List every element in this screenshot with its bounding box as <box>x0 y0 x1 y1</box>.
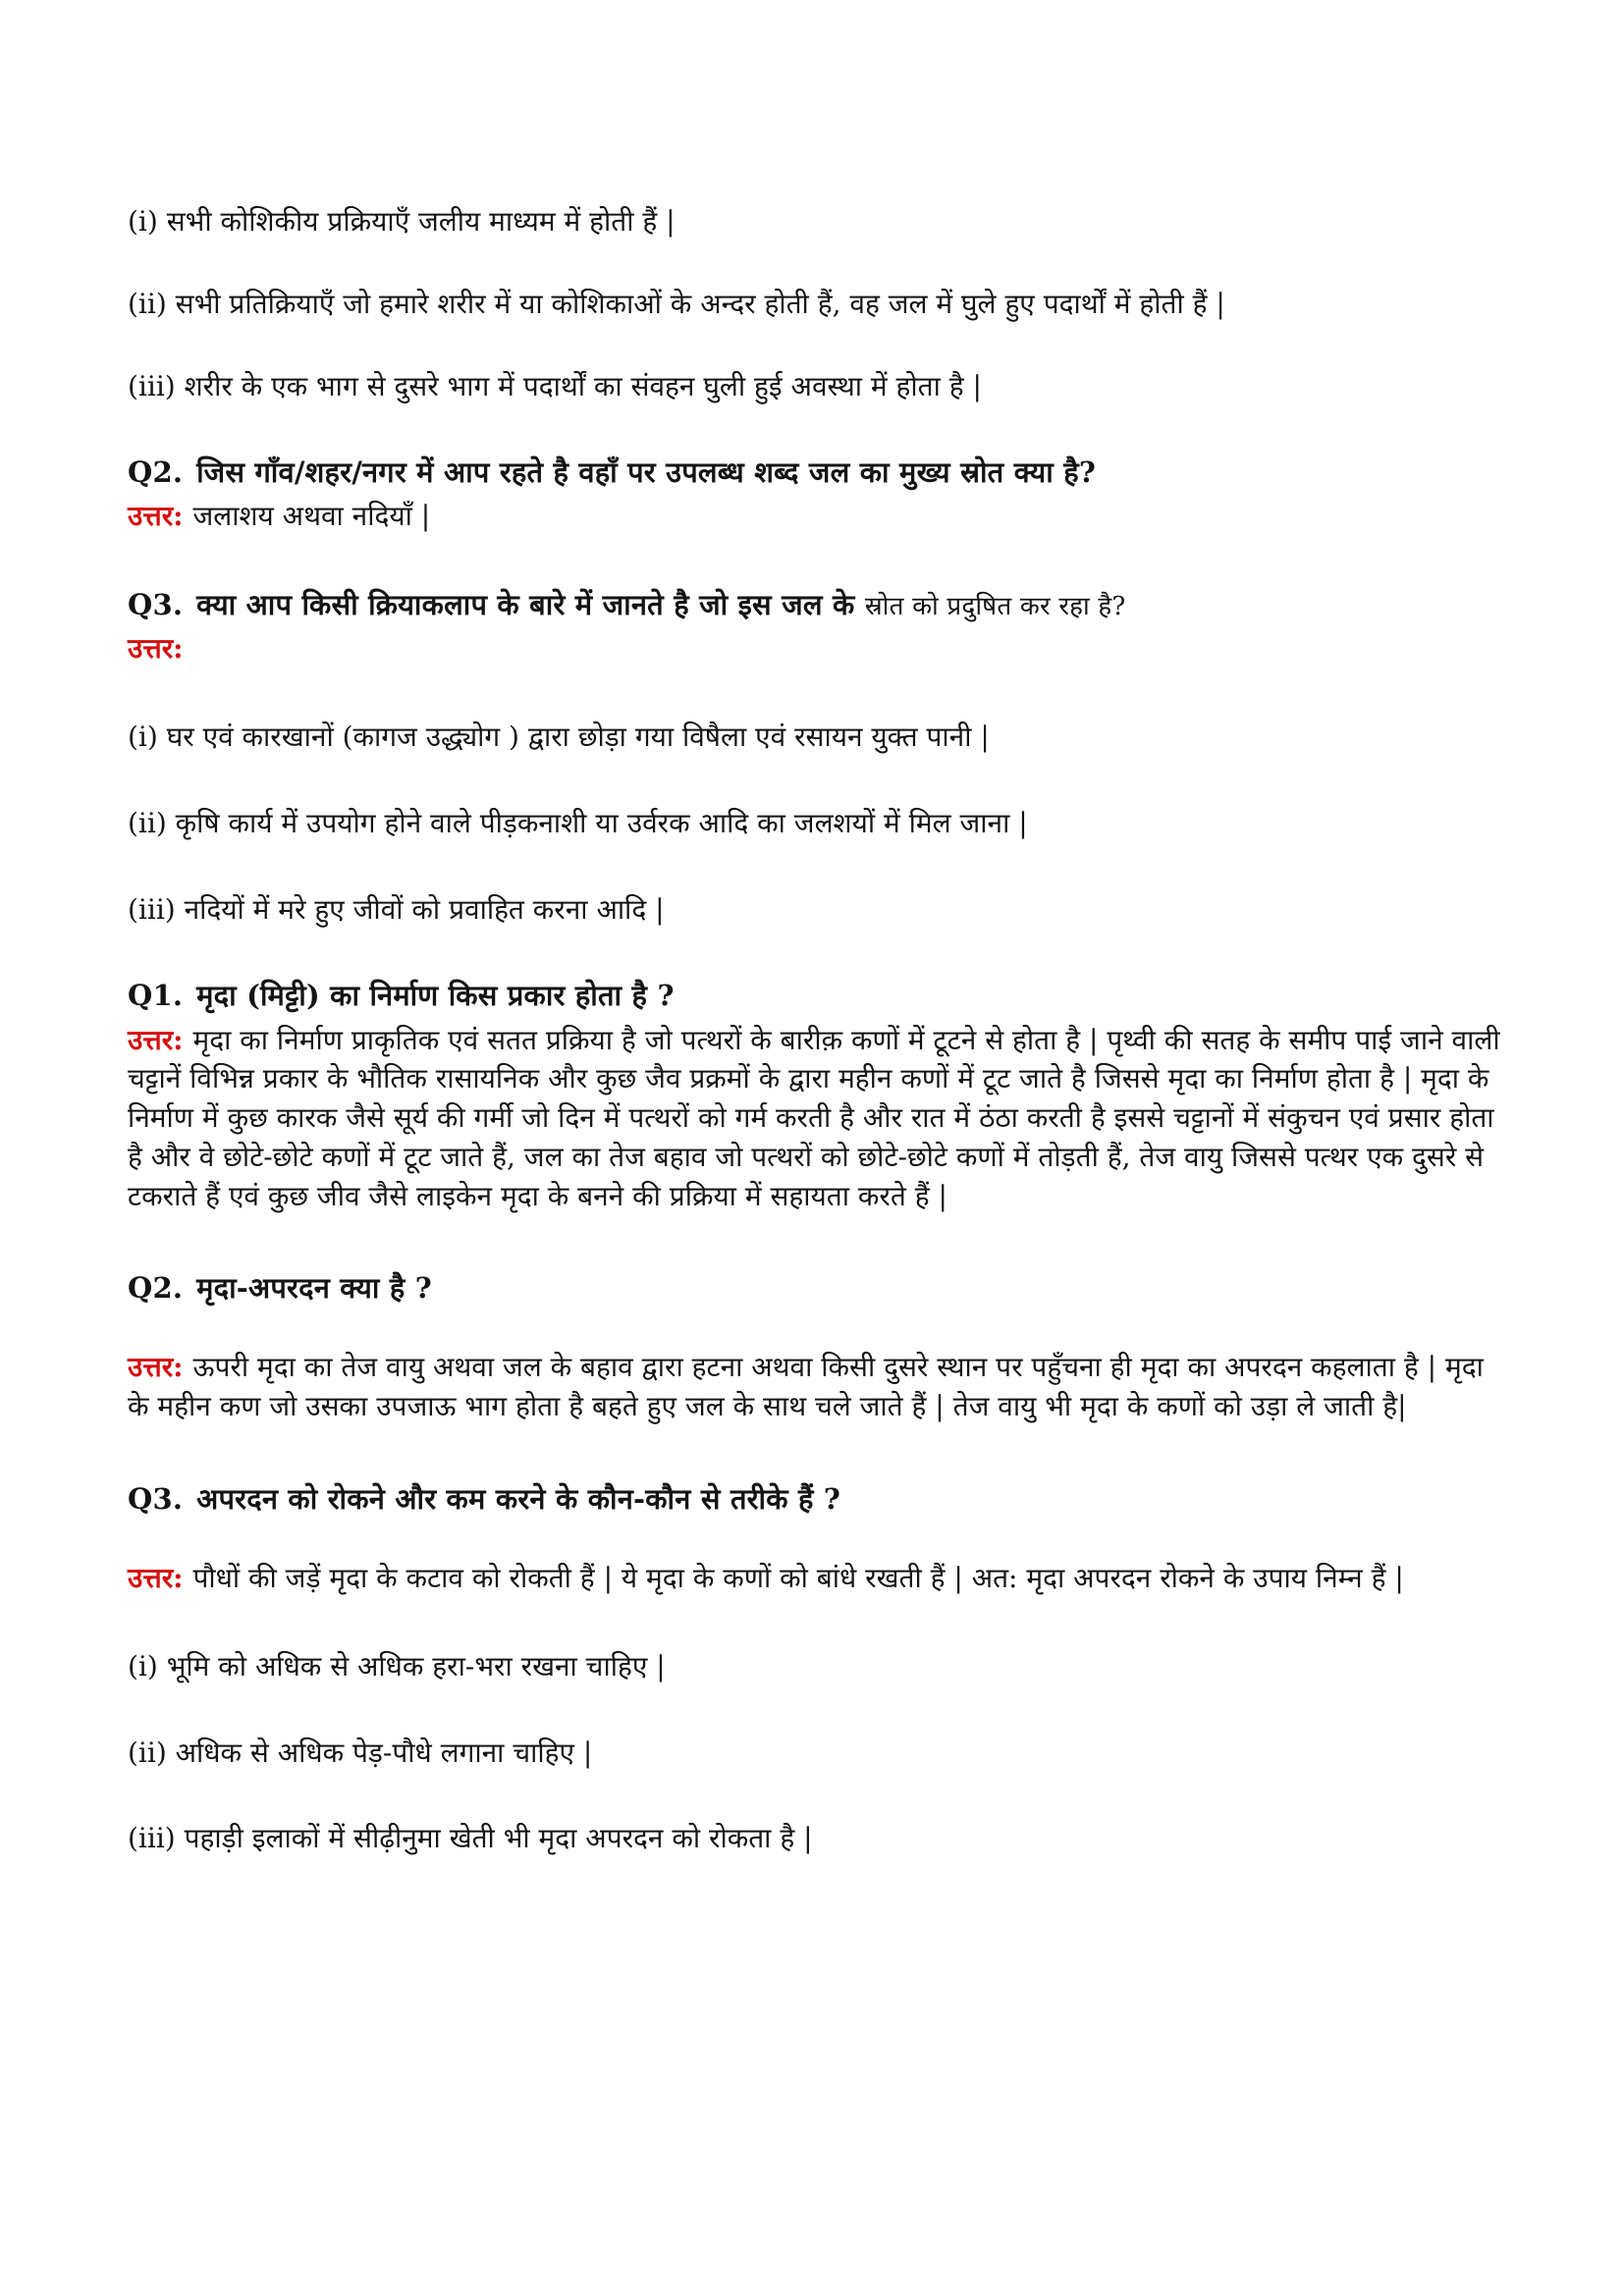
answer-paragraph-q1-soil <box>128 1021 1507 1216</box>
question-number: Q2. <box>128 455 184 490</box>
list-item: (ii) अधिक से अधिक पेड़-पौधे लगाना चाहिए | <box>128 1735 593 1769</box>
answer-label: उत्तर: <box>128 1023 184 1056</box>
list-item: (iii) नदियों में मरे हुए जीवों को प्रवाहित करना आदि | <box>128 892 665 926</box>
question-number: Q3. <box>128 588 184 622</box>
question-heading-q1-soil <box>128 976 1507 1016</box>
answer-label: उत्तर: <box>128 1351 184 1384</box>
document-content <box>128 202 1507 1858</box>
answer-paragraph-q3-soil <box>128 1559 1507 1598</box>
answer-text: मृदा का निर्माण प्राकृतिक एवं सतत प्रक्रिया है जो पत्थरों के बारीक़ कणों में टूटने से होता है | पृथ्वी की सतह के समीप पाई जाने वाली चट्टानें विभिन्न प्रकार के भौतिक रासायनिक और कुछ जैव प्रक्रमों के द्वारा महीन कणों में टूट जाते है जिससे मृदा का निर्माण होता है | मृदा के निर्माण में कुछ कारक जैसे सूर्य की गर्मी जो दिन में पत्थरों को गर्म करती है और रात में ठंठा करती है इससे चट्टानों में संकुचन एवं प्रसार होता है और वे छोटे-छोटे कणों में टूट जाते हैं, जल का तेज बहाव जो पत्थरों को छोटे-छोटे कणों में तोड़ती हैं, तेज वायु जिससे पत्थर एक दुसरे से टकराते हैं एवं कुछ जीव जैसे लाइकेन मृदा के बनने की प्रक्रिया में सहायता करते हैं | <box>128 1023 1500 1212</box>
answer-line-q2-water <box>128 497 1507 536</box>
list-item: (i) सभी कोशिकीय प्रक्रियाएँ जलीय माध्यम में होती हैं | <box>128 205 676 238</box>
question-number: Q1. <box>128 979 184 1013</box>
question-heading-q2-water <box>128 453 1507 493</box>
answer-text: ऊपरी मृदा का तेज वायु अथवा जल के बहाव द्वारा हटना अथवा किसी दुसरे स्थान पर पहुँचना ही मृदा का अपरदन कहलाता है | मृदा के महीन कण जो उसका उपजाऊ भाग होता है बहते हुए जल के साथ चले जाते हैं | तेज वायु भी मृदा के कणों को उड़ा ले जाती है| <box>128 1351 1484 1423</box>
answer-label: उत्तर: <box>128 500 184 533</box>
question-heading-q2-soil <box>128 1268 1507 1308</box>
question-heading-q3-soil <box>128 1479 1507 1520</box>
question-number: Q3. <box>128 1481 184 1516</box>
question-text: अपरदन को रोकने और कम करने के कौन-कौन से तरीके हैं ? <box>196 1481 841 1516</box>
answer-line-q3-water <box>128 629 1507 668</box>
list-item: (ii) कृषि कार्य में उपयोग होने वाले पीड़कनाशी या उर्वरक आदि का जलशयों में मिल जाना | <box>128 806 1028 839</box>
question-text-bold: क्या आप किसी क्रियाकलाप के बारे में जानते है जो इस जल के <box>196 588 855 622</box>
list-item: (ii) सभी प्रतिक्रियाएँ जो हमारे शरीर में या कोशिकाओं के अन्दर होती हैं, वह जल में घुले हुए पदार्थों में होती हैं | <box>128 287 1225 320</box>
question-number: Q2. <box>128 1271 184 1306</box>
answer-text: पौधों की जड़ें मृदा के कटाव को रोकती हैं | ये मृदा के कणों को बांधे रखती हैं | अत: मृदा अपरदन रोकने के उपाय निम्न हैं | <box>192 1562 1404 1595</box>
question-text: मृदा (मिट्टी) का निर्माण किस प्रकार होता है ? <box>196 979 675 1013</box>
answer-label: उत्तर: <box>128 1562 184 1595</box>
list-item: (i) घर एवं कारखानों (कागज उद्ध्योग ) द्वारा छोड़ा गया विषैला एवं रसायन युक्त पानी | <box>128 721 990 754</box>
question-text-light: स्रोत को प्रदुषित कर रहा है? <box>864 592 1126 622</box>
list-item: (iii) शरीर के एक भाग से दुसरे भाग में पदार्थों का संवहन घुली हुई अवस्था में होता है | <box>128 369 982 402</box>
question-heading-q3-water <box>128 585 1507 625</box>
answer-label: उत्तर: <box>128 632 184 666</box>
answer-text: जलाशय अथवा नदियाँ | <box>192 500 431 533</box>
question-text: मृदा-अपरदन क्या है ? <box>196 1271 432 1306</box>
question-text: जिस गाँव/शहर/नगर में आप रहते है वहाँ पर उपलब्ध शब्द जल का मुख्य स्रोत क्या है? <box>196 455 1097 490</box>
list-item: (i) भूमि को अधिक से अधिक हरा-भरा रखना चाहिए | <box>128 1649 666 1682</box>
list-item: (iii) पहाड़ी इलाकों में सीढ़ीनुमा खेती भी मृदा अपरदन को रोकता है | <box>128 1822 813 1855</box>
answer-paragraph-q2-soil <box>128 1348 1507 1426</box>
